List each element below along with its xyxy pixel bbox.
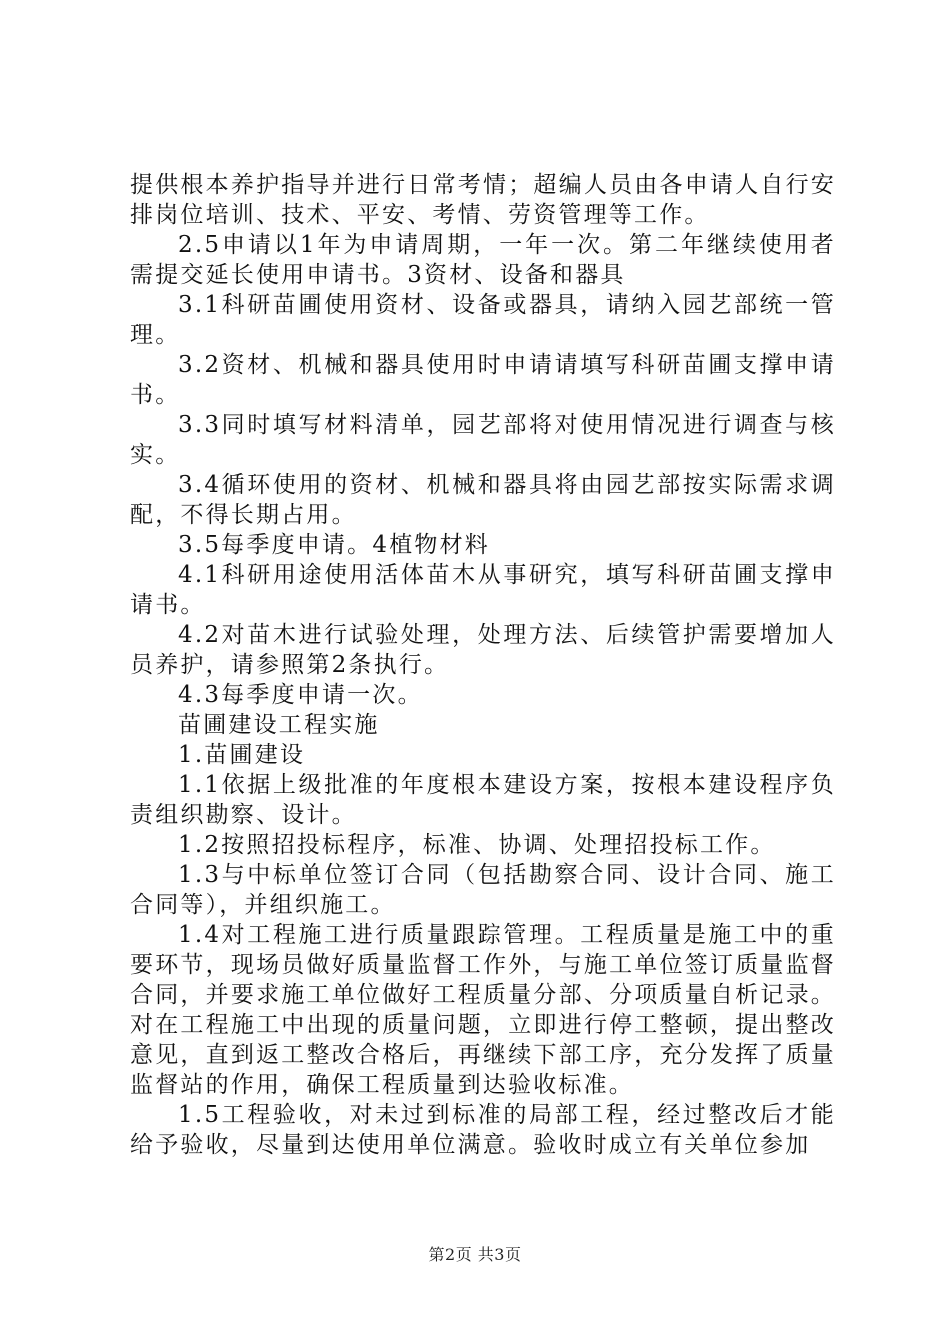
page-number: 第2页 共3页	[428, 1245, 522, 1264]
subsection-heading: 1.苗圃建设	[178, 742, 306, 768]
paragraph: 3.1科研苗圃使用资材、设备或器具，请纳入园艺部统一管理。	[130, 292, 836, 348]
paragraph: 1.2按照招投标程序，标准、协调、处理招投标工作。	[178, 832, 776, 858]
paragraph: 4.3每季度申请一次。	[178, 682, 423, 708]
paragraph: 3.2资材、机械和器具使用时申请请填写科研苗圃支撑申请书。	[130, 352, 836, 408]
paragraph: 3.3同时填写材料清单，园艺部将对使用情况进行调查与核实。	[130, 412, 836, 468]
document-body	[130, 170, 836, 1160]
section-heading: 苗圃建设工程实施	[178, 712, 380, 738]
paragraph: 1.5工程验收，对未过到标准的局部工程，经过整改后才能给予验收，尽量到达使用单位满意。验收时成立有关单位参加	[130, 1102, 836, 1158]
paragraph: 提供根本养护指导并进行日常考情；超编人员由各申请人自行安排岗位培训、技术、平安、考情、劳资管理等工作。	[130, 172, 836, 228]
paragraph: 1.1依据上级批准的年度根本建设方案，按根本建设程序负责组织勘察、设计。	[130, 772, 836, 828]
paragraph: 4.2对苗木进行试验处理，处理方法、后续管护需要增加人员养护，请参照第2条执行。	[130, 622, 836, 678]
paragraph: 3.5每季度申请。4植物材料	[178, 532, 491, 558]
paragraph: 1.4对工程施工进行质量跟踪管理。工程质量是施工中的重要环节，现场员做好质量监督工作外，与施工单位签订质量监督合同，并要求施工单位做好工程质量分部、分项质量自析记录。对在工程施工中出现的质量问题，立即进行停工整顿，提出整改意见，直到返工整改合格后，再继续下部工序，充分发挥了质量监督站的作用，确保工程质量到达验收标准。	[130, 922, 836, 1098]
paragraph: 4.1科研用途使用活体苗木从事研究，填写科研苗圃支撑申请书。	[130, 562, 836, 618]
paragraph: 2.5申请以1年为申请周期，一年一次。第二年继续使用者需提交延长使用申请书。3资材、设备和器具	[130, 232, 836, 288]
paragraph: 1.3与中标单位签订合同（包括勘察合同、设计合同、施工合同等），并组织施工。	[130, 862, 836, 918]
paragraph: 3.4循环使用的资材、机械和器具将由园艺部按实际需求调配，不得长期占用。	[130, 472, 836, 528]
